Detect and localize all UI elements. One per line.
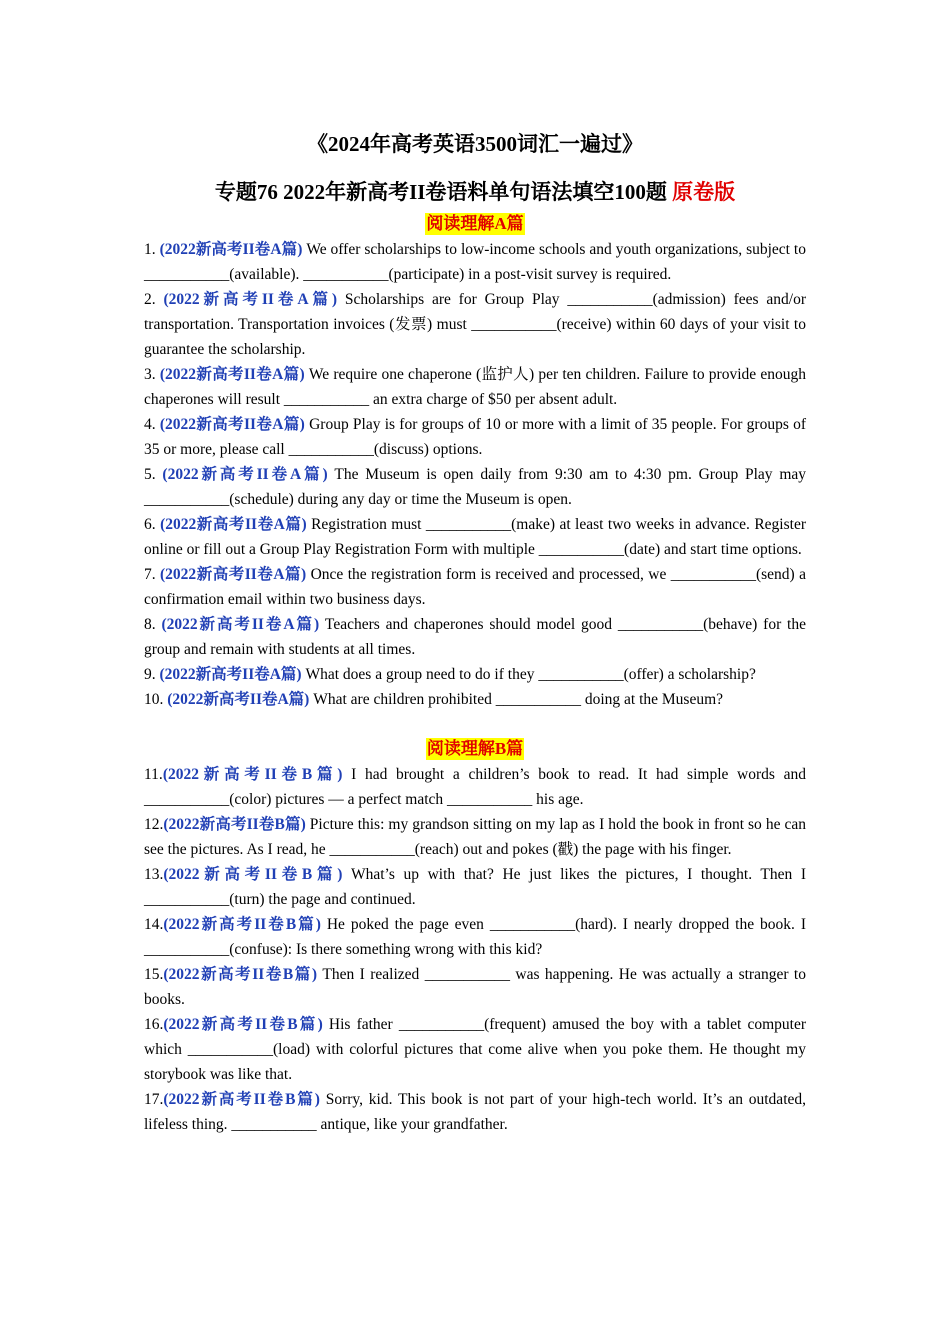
subtitle-version-label: 原卷版	[672, 180, 736, 204]
question-number: 11.	[144, 766, 163, 783]
question-number: 10.	[144, 691, 168, 708]
question-item	[144, 687, 806, 712]
question-source-tag: (2022新高考II卷A篇)	[159, 366, 305, 383]
question-item	[144, 862, 806, 912]
question-source-tag: (2022新高考II卷A篇)	[162, 466, 328, 483]
question-source-tag: (2022新高考II卷B篇)	[163, 1091, 320, 1108]
question-text: What does a group need to do if they ___________(offer) a scholarship?	[301, 666, 756, 683]
question-item	[144, 812, 806, 862]
question-number: 13.	[144, 866, 164, 883]
question-text: Sorry, kid. This book is not part of your high-tech world. It’s an outdated, lifeless thing. ___________ antique, like your grandfather.	[144, 1091, 807, 1133]
question-number: 12.	[144, 816, 164, 833]
question-source-tag: (2022新高考II卷B篇)	[163, 866, 343, 883]
question-source-tag: (2022新高考II卷A篇)	[159, 241, 303, 258]
question-text: Registration must ___________(make) at least two weeks in advance. Register online or fill out a Group Play Registration Form with multiple ___________(date) and start time options.	[144, 516, 806, 558]
question-item	[144, 512, 806, 562]
subtitle-main: 专题76 2022年新高考II卷语料单句语法填空100题	[214, 180, 673, 204]
question-number: 8.	[144, 616, 162, 633]
question-text: Picture this: my grandson sitting on my lap as I hold the book in front so he can see the pictures. As I read, he ___________(reach) out and pokes (戳) the page with his finger.	[144, 816, 806, 858]
question-source-tag: (2022新高考II卷A篇)	[161, 616, 320, 633]
question-source-tag: (2022新高考II卷A篇)	[160, 566, 307, 583]
question-text: I had brought a children’s book to read. It had simple words and ___________(color) pictures — a perfect match ___________ his age.	[144, 766, 806, 808]
question-item	[144, 612, 806, 662]
question-source-tag: (2022新高考II卷A篇)	[159, 416, 305, 433]
question-item	[144, 562, 806, 612]
question-source-tag: (2022新高考II卷A篇)	[159, 666, 302, 683]
question-text: We offer scholarships to low-income schools and youth organizations, subject to ___________(available). ___________(participate) in a post-visit survey is required.	[144, 241, 806, 283]
section-heading-row	[144, 212, 806, 237]
question-number: 6.	[144, 516, 161, 533]
section-heading-row	[144, 737, 806, 762]
question-text: Teachers and chaperones should model good ___________(behave) for the group and remain with students at all times.	[144, 616, 806, 658]
question-item	[144, 287, 806, 362]
question-item	[144, 1012, 806, 1087]
question-number: 4.	[144, 416, 160, 433]
question-text: Then I realized ___________ was happening. He was actually a stranger to books.	[144, 966, 806, 1008]
question-item	[144, 762, 806, 812]
question-text: Group Play is for groups of 10 or more with a limit of 35 people. For groups of 35 or more, please call ___________(discuss) options.	[144, 416, 807, 458]
question-source-tag: (2022新高考II卷A篇)	[167, 691, 310, 708]
question-text: He poked the page even ___________(hard). I nearly dropped the book. I ___________(confuse): Is there something wrong with this kid?	[144, 916, 806, 958]
document-subtitle	[144, 176, 806, 208]
question-source-tag: (2022新高考II卷B篇)	[163, 966, 317, 983]
question-number: 7.	[144, 566, 161, 583]
question-text: We require one chaperone (监护人) per ten children. Failure to provide enough chaperones will result ___________ an extra charge of $50 per absent adult.	[144, 366, 806, 408]
question-source-tag: (2022新高考II卷B篇)	[163, 916, 321, 933]
question-item	[144, 912, 806, 962]
question-number: 1.	[144, 241, 160, 258]
question-source-tag: (2022新高考II卷B篇)	[163, 816, 306, 833]
question-number: 5.	[144, 466, 163, 483]
question-item	[144, 362, 806, 412]
question-item	[144, 662, 806, 687]
section-heading: 阅读理解A篇	[426, 214, 524, 233]
question-text: What are children prohibited ___________ doing at the Museum?	[309, 691, 724, 708]
question-number: 14.	[144, 916, 164, 933]
document-page	[144, 128, 806, 1137]
question-text: What’s up with that? He just likes the pictures, I thought. Then I ___________(turn) the page and continued.	[144, 866, 806, 908]
question-number: 2.	[144, 291, 164, 308]
question-item	[144, 237, 806, 287]
question-text: The Museum is open daily from 9:30 am to 4:30 pm. Group Play may ___________(schedule) during any day or time the Museum is open.	[144, 466, 807, 508]
question-number: 3.	[144, 366, 160, 383]
document-title: 《2024年高考英语3500词汇一遍过》	[307, 132, 643, 156]
question-text: His father ___________(frequent) amused the boy with a tablet computer which ___________(load) with colorful pictures that come alive when you poke them. He thought my storybook was like that.	[144, 1016, 806, 1083]
question-number: 16.	[144, 1016, 164, 1033]
question-number: 15.	[144, 966, 164, 983]
question-item	[144, 1087, 806, 1137]
question-source-tag: (2022新高考II卷A篇)	[160, 516, 307, 533]
question-text: Scholarships are for Group Play ___________(admission) fees and/or transportation. Transportation invoices (发票) must ___________(receive) within 60 days of your visit to guarantee the scholarship.	[144, 291, 806, 358]
question-text: Once the registration form is received and processed, we ___________(send) a confirmation email within two business days.	[144, 566, 806, 608]
question-number: 9.	[144, 666, 160, 683]
question-item	[144, 462, 806, 512]
question-source-tag: (2022新高考II卷B篇)	[163, 1016, 323, 1033]
question-source-tag: (2022新高考II卷B篇)	[162, 766, 343, 783]
question-source-tag: (2022新高考II卷A篇)	[163, 291, 338, 308]
question-sections	[144, 212, 806, 1137]
question-number: 17.	[144, 1091, 164, 1108]
question-item	[144, 962, 806, 1012]
question-item	[144, 412, 806, 462]
section-spacer	[144, 712, 806, 737]
section-heading: 阅读理解B篇	[426, 739, 524, 758]
